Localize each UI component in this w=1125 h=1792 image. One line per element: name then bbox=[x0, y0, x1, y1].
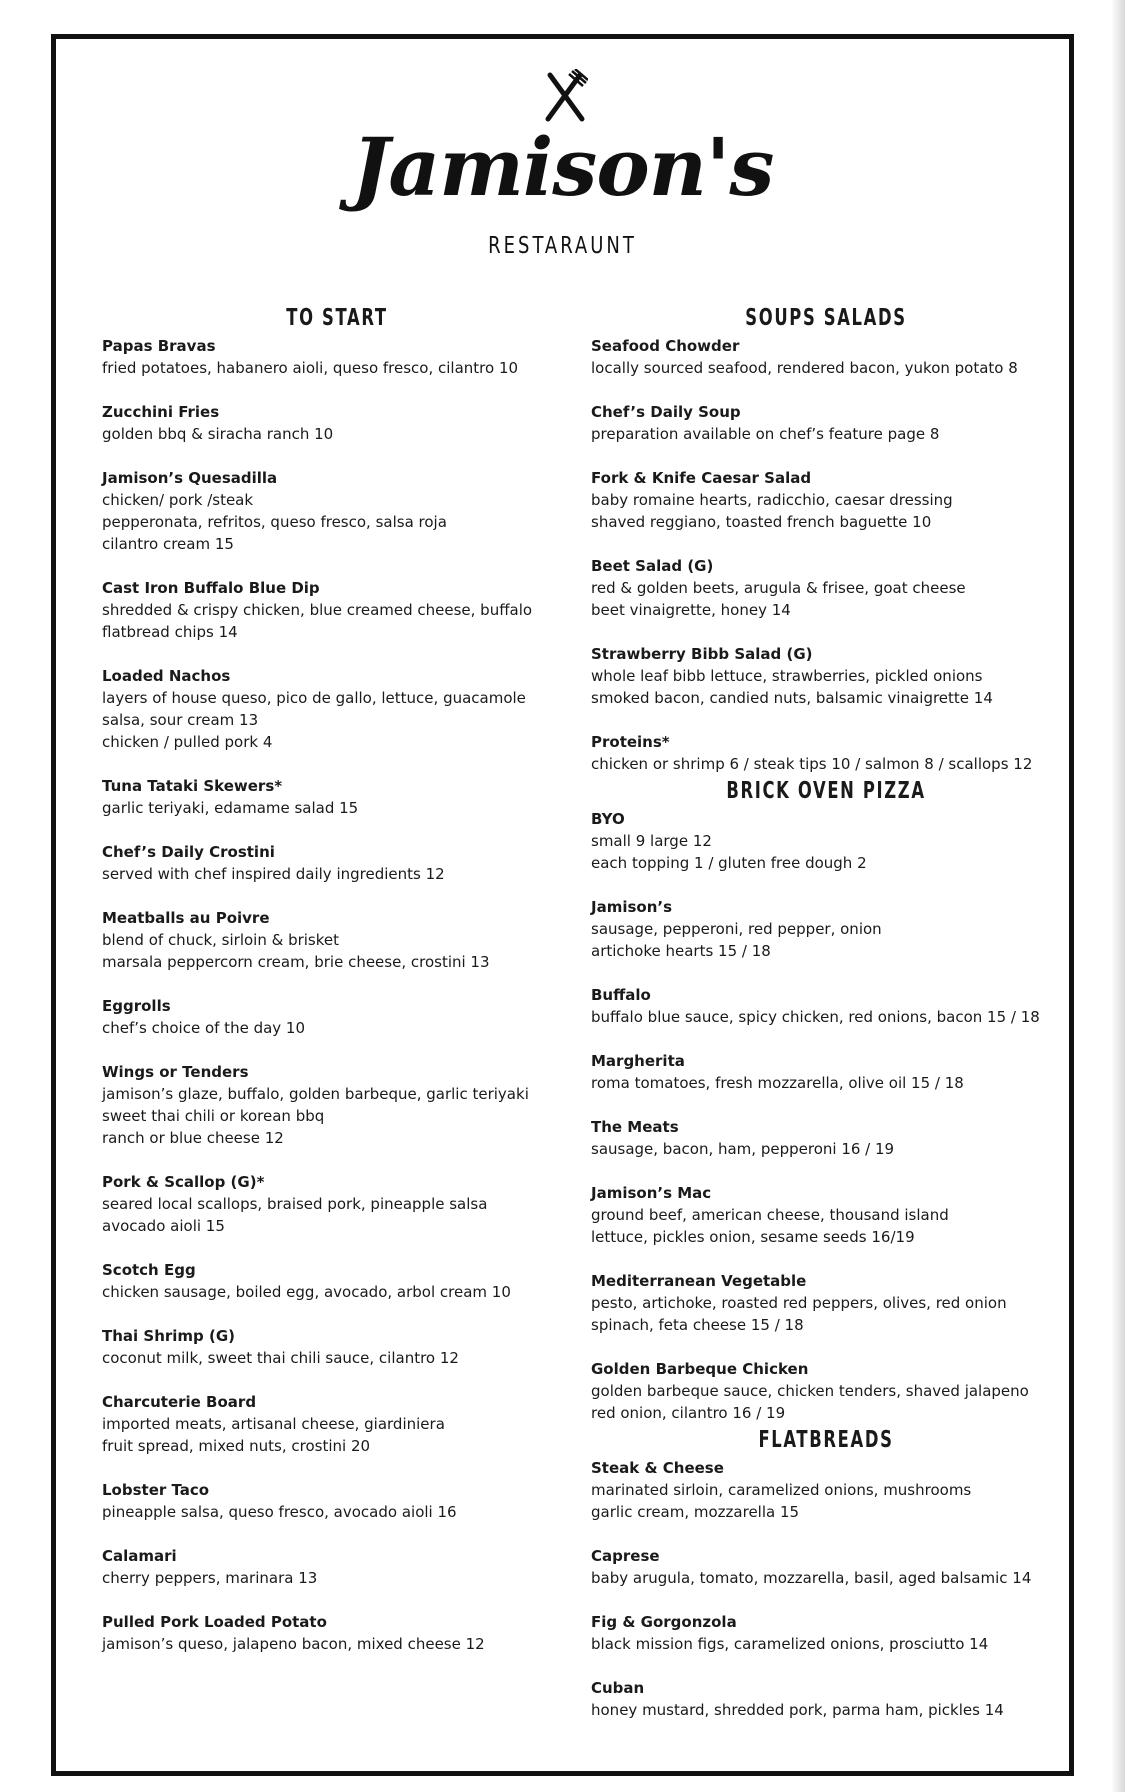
menu-item-description-line: imported meats, artisanal cheese, giardiniera bbox=[102, 1415, 445, 1433]
menu-item-name: Loaded Nachos bbox=[102, 667, 231, 685]
menu-item-description bbox=[591, 357, 1061, 379]
menu-item-description-line: fried potatoes, habanero aioli, queso fresco, cilantro 10 bbox=[102, 359, 519, 377]
menu-item bbox=[591, 1182, 1061, 1248]
menu-item-description-line: blend of chuck, sirloin & brisket bbox=[102, 931, 340, 949]
menu-item-name: Jamison’s bbox=[591, 898, 673, 916]
fork-knife-icon bbox=[542, 69, 588, 123]
menu-item bbox=[591, 555, 1061, 621]
menu-item-description-line: jamison’s glaze, buffalo, golden barbeque, garlic teriyaki bbox=[102, 1085, 529, 1103]
section-title-to-start: TO START bbox=[286, 303, 388, 331]
menu-item-description bbox=[102, 599, 572, 643]
menu-item-description bbox=[102, 1083, 572, 1149]
menu-item-name: Eggrolls bbox=[102, 997, 171, 1015]
menu-item bbox=[591, 1457, 1061, 1523]
menu-item-description bbox=[102, 1633, 572, 1655]
menu-item-description bbox=[102, 797, 572, 819]
menu-item-description-line: jamison’s queso, jalapeno bacon, mixed cheese 12 bbox=[102, 1635, 485, 1653]
brick-oven-pizza-list bbox=[591, 808, 1061, 1424]
menu-item bbox=[591, 1116, 1061, 1160]
menu-item-description bbox=[591, 1072, 1061, 1094]
menu-item bbox=[591, 731, 1061, 775]
menu-item bbox=[102, 467, 572, 555]
menu-item-name: Pulled Pork Loaded Potato bbox=[102, 1613, 327, 1631]
menu-item-description bbox=[102, 929, 572, 973]
restaurant-name: Jamison's bbox=[351, 120, 774, 214]
menu-item-description bbox=[591, 1479, 1061, 1523]
menu-item-name: Chef’s Daily Soup bbox=[591, 403, 741, 421]
soups-salads-list bbox=[591, 335, 1061, 775]
menu-item bbox=[591, 1050, 1061, 1094]
menu-item-description bbox=[102, 489, 572, 555]
menu-item-description bbox=[102, 423, 572, 445]
menu-item-description bbox=[591, 1138, 1061, 1160]
menu-item-description-line: red onion, cilantro 16 / 19 bbox=[591, 1404, 786, 1422]
menu-item-description-line: baby arugula, tomato, mozzarella, basil, aged balsamic 14 bbox=[591, 1569, 1032, 1587]
menu-item-name: Thai Shrimp (G) bbox=[102, 1327, 236, 1345]
menu-item-description bbox=[591, 918, 1061, 962]
menu-item-name: Proteins* bbox=[591, 733, 670, 751]
menu-item-description bbox=[102, 357, 572, 379]
menu-item-description-line: golden barbeque sauce, chicken tenders, shaved jalapeno bbox=[591, 1382, 1029, 1400]
menu-item bbox=[102, 841, 572, 885]
menu-item-description-line: shredded & crispy chicken, blue creamed cheese, buffalo bbox=[102, 601, 533, 619]
menu-item-description bbox=[591, 1699, 1061, 1721]
menu-item bbox=[102, 1611, 572, 1655]
menu-item-description bbox=[591, 830, 1061, 874]
menu-item-description-line: chicken sausage, boiled egg, avocado, arbol cream 10 bbox=[102, 1283, 511, 1301]
menu-item bbox=[591, 896, 1061, 962]
menu-item bbox=[102, 775, 572, 819]
menu-item-description bbox=[591, 665, 1061, 709]
menu-item bbox=[591, 1358, 1061, 1424]
menu-item-description-line: honey mustard, shredded pork, parma ham, pickles 14 bbox=[591, 1701, 1004, 1719]
menu-item-name: Jamison’s Quesadilla bbox=[102, 469, 278, 487]
menu-item-description bbox=[591, 1633, 1061, 1655]
menu-item-description bbox=[591, 1292, 1061, 1336]
menu-item-name: BYO bbox=[591, 810, 625, 828]
menu-item-description-line: marsala peppercorn cream, brie cheese, crostini 13 bbox=[102, 953, 490, 971]
menu-item-description-line: fruit spread, mixed nuts, crostini 20 bbox=[102, 1437, 371, 1455]
left-column bbox=[102, 304, 572, 1677]
menu-item-name: Jamison’s Mac bbox=[591, 1184, 712, 1202]
menu-item-name: Beet Salad (G) bbox=[591, 557, 714, 575]
menu-item-name: Cast Iron Buffalo Blue Dip bbox=[102, 579, 320, 597]
menu-item-description-line: preparation available on chef’s feature page 8 bbox=[591, 425, 940, 443]
menu-item bbox=[591, 401, 1061, 445]
menu-item bbox=[102, 1391, 572, 1457]
menu-item-description bbox=[591, 753, 1061, 775]
menu-item-description-line: chicken/ pork /steak bbox=[102, 491, 254, 509]
menu-item-name: Chef’s Daily Crostini bbox=[102, 843, 275, 861]
menu-item-description-line: pepperonata, refritos, queso fresco, salsa roja bbox=[102, 513, 447, 531]
menu-item-description-line: sweet thai chili or korean bbq bbox=[102, 1107, 325, 1125]
menu-item bbox=[102, 1259, 572, 1303]
menu-item-description-line: pesto, artichoke, roasted red peppers, olives, red onion bbox=[591, 1294, 1007, 1312]
menu-item bbox=[102, 1479, 572, 1523]
menu-item-description-line: roma tomatoes, fresh mozzarella, olive oil 15 / 18 bbox=[591, 1074, 964, 1092]
section-title-brick-oven-pizza: BRICK OVEN PIZZA bbox=[726, 776, 926, 804]
menu-item-description-line: marinated sirloin, caramelized onions, mushrooms bbox=[591, 1481, 972, 1499]
menu-item-name: Buffalo bbox=[591, 986, 651, 1004]
menu-item-description-line: coconut milk, sweet thai chili sauce, cilantro 12 bbox=[102, 1349, 459, 1367]
section-title-flatbreads: FLATBREADS bbox=[758, 1425, 894, 1453]
menu-item bbox=[591, 808, 1061, 874]
menu-item bbox=[591, 1270, 1061, 1336]
menu-item bbox=[591, 1611, 1061, 1655]
menu-item-description-line: black mission figs, caramelized onions, prosciutto 14 bbox=[591, 1635, 989, 1653]
menu-item-name: Lobster Taco bbox=[102, 1481, 210, 1499]
menu-item bbox=[591, 643, 1061, 709]
menu-item-description bbox=[102, 1413, 572, 1457]
menu-item-description-line: chef’s choice of the day 10 bbox=[102, 1019, 306, 1037]
right-column bbox=[591, 304, 1061, 1743]
menu-item-description bbox=[102, 1281, 572, 1303]
menu-item-description-line: each topping 1 / gluten free dough 2 bbox=[591, 854, 867, 872]
menu-item-name: Charcuterie Board bbox=[102, 1393, 257, 1411]
menu-item bbox=[102, 1061, 572, 1149]
menu-item-description-line: buffalo blue sauce, spicy chicken, red onions, bacon 15 / 18 bbox=[591, 1008, 1040, 1026]
menu-item-description bbox=[591, 1006, 1061, 1028]
menu-item-description-line: beet vinaigrette, honey 14 bbox=[591, 601, 791, 619]
menu-item-description-line: red & golden beets, arugula & frisee, goat cheese bbox=[591, 579, 966, 597]
menu-item-name: Strawberry Bibb Salad (G) bbox=[591, 645, 813, 663]
menu-item-name: Fork & Knife Caesar Salad bbox=[591, 469, 812, 487]
menu-item-description-line: sausage, bacon, ham, pepperoni 16 / 19 bbox=[591, 1140, 895, 1158]
menu-item bbox=[102, 577, 572, 643]
menu-item-description-line: garlic cream, mozzarella 15 bbox=[591, 1503, 800, 1521]
page-shadow bbox=[1111, 0, 1125, 1792]
menu-item-description-line: small 9 large 12 bbox=[591, 832, 712, 850]
menu-frame bbox=[51, 34, 1074, 1776]
menu-item bbox=[102, 1325, 572, 1369]
menu-item-description-line: smoked bacon, candied nuts, balsamic vinaigrette 14 bbox=[591, 689, 993, 707]
menu-item-description bbox=[102, 863, 572, 885]
menu-item-description bbox=[102, 1501, 572, 1523]
to-start-list bbox=[102, 335, 572, 1655]
menu-item-description bbox=[591, 1380, 1061, 1424]
menu-item-description bbox=[591, 489, 1061, 533]
menu-item-description-line: garlic teriyaki, edamame salad 15 bbox=[102, 799, 359, 817]
menu-item bbox=[102, 1545, 572, 1589]
section-title-soups-salads: SOUPS SALADS bbox=[745, 303, 907, 331]
menu-item-description-line: spinach, feta cheese 15 / 18 bbox=[591, 1316, 804, 1334]
menu-item-description bbox=[102, 1567, 572, 1589]
menu-item-name: Tuna Tataki Skewers* bbox=[102, 777, 283, 795]
menu-item bbox=[102, 335, 572, 379]
menu-item-description-line: flatbread chips 14 bbox=[102, 623, 238, 641]
menu-item bbox=[102, 907, 572, 973]
restaurant-subtitle: RESTARAUNT bbox=[488, 231, 637, 259]
menu-item-description-line: layers of house queso, pico de gallo, lettuce, guacamole bbox=[102, 689, 526, 707]
menu-item bbox=[591, 467, 1061, 533]
menu-item-description-line: ranch or blue cheese 12 bbox=[102, 1129, 284, 1147]
menu-item-description bbox=[102, 1193, 572, 1237]
menu-item-description bbox=[591, 577, 1061, 621]
menu-item-name: Mediterranean Vegetable bbox=[591, 1272, 807, 1290]
menu-item bbox=[102, 401, 572, 445]
menu-item bbox=[102, 1171, 572, 1237]
menu-item-description-line: cherry peppers, marinara 13 bbox=[102, 1569, 318, 1587]
menu-item bbox=[591, 335, 1061, 379]
menu-item-description-line: sausage, pepperoni, red pepper, onion bbox=[591, 920, 882, 938]
menu-item-description bbox=[102, 1017, 572, 1039]
menu-header bbox=[56, 39, 1069, 289]
menu-item-description-line: ground beef, american cheese, thousand island bbox=[591, 1206, 949, 1224]
menu-item-name: Cuban bbox=[591, 1679, 645, 1697]
menu-item bbox=[102, 665, 572, 753]
menu-item-description bbox=[591, 423, 1061, 445]
menu-item-description-line: cilantro cream 15 bbox=[102, 535, 234, 553]
menu-item-name: Papas Bravas bbox=[102, 337, 216, 355]
menu-item bbox=[591, 1545, 1061, 1589]
menu-item-description-line: seared local scallops, braised pork, pineapple salsa bbox=[102, 1195, 488, 1213]
menu-item-description-line: pineapple salsa, queso fresco, avocado aioli 16 bbox=[102, 1503, 457, 1521]
menu-item-name: Scotch Egg bbox=[102, 1261, 196, 1279]
menu-item-description-line: served with chef inspired daily ingredients 12 bbox=[102, 865, 445, 883]
menu-item-name: Calamari bbox=[102, 1547, 177, 1565]
menu-item-description bbox=[591, 1204, 1061, 1248]
flatbreads-list bbox=[591, 1457, 1061, 1721]
menu-item-description-line: artichoke hearts 15 / 18 bbox=[591, 942, 771, 960]
menu-item-name: Caprese bbox=[591, 1547, 660, 1565]
menu-item-name: Steak & Cheese bbox=[591, 1459, 724, 1477]
menu-item-description-line: locally sourced seafood, rendered bacon, yukon potato 8 bbox=[591, 359, 1018, 377]
menu-item bbox=[591, 984, 1061, 1028]
menu-item-description-line: lettuce, pickles onion, sesame seeds 16/19 bbox=[591, 1228, 915, 1246]
menu-item-description-line: chicken / pulled pork 4 bbox=[102, 733, 273, 751]
menu-item-name: Seafood Chowder bbox=[591, 337, 740, 355]
menu-item-description bbox=[102, 687, 572, 753]
menu-item-name: Pork & Scallop (G)* bbox=[102, 1173, 265, 1191]
menu-item-name: Meatballs au Poivre bbox=[102, 909, 270, 927]
menu-item-name: Wings or Tenders bbox=[102, 1063, 249, 1081]
menu-item-description bbox=[102, 1347, 572, 1369]
menu-item-description-line: salsa, sour cream 13 bbox=[102, 711, 259, 729]
menu-item-name: Margherita bbox=[591, 1052, 685, 1070]
menu-item-name: Golden Barbeque Chicken bbox=[591, 1360, 809, 1378]
menu-item-description-line: avocado aioli 15 bbox=[102, 1217, 225, 1235]
menu-item bbox=[102, 995, 572, 1039]
menu-item-name: Fig & Gorgonzola bbox=[591, 1613, 737, 1631]
menu-item-description-line: golden bbq & siracha ranch 10 bbox=[102, 425, 334, 443]
menu-item-name: The Meats bbox=[591, 1118, 679, 1136]
menu-item bbox=[591, 1677, 1061, 1721]
menu-item-description-line: baby romaine hearts, radicchio, caesar dressing bbox=[591, 491, 953, 509]
menu-item-description-line: whole leaf bibb lettuce, strawberries, pickled onions bbox=[591, 667, 983, 685]
menu-item-description-line: shaved reggiano, toasted french baguette 10 bbox=[591, 513, 932, 531]
menu-item-description-line: chicken or shrimp 6 / steak tips 10 / salmon 8 / scallops 12 bbox=[591, 755, 1033, 773]
menu-item-name: Zucchini Fries bbox=[102, 403, 220, 421]
menu-item-description bbox=[591, 1567, 1061, 1589]
